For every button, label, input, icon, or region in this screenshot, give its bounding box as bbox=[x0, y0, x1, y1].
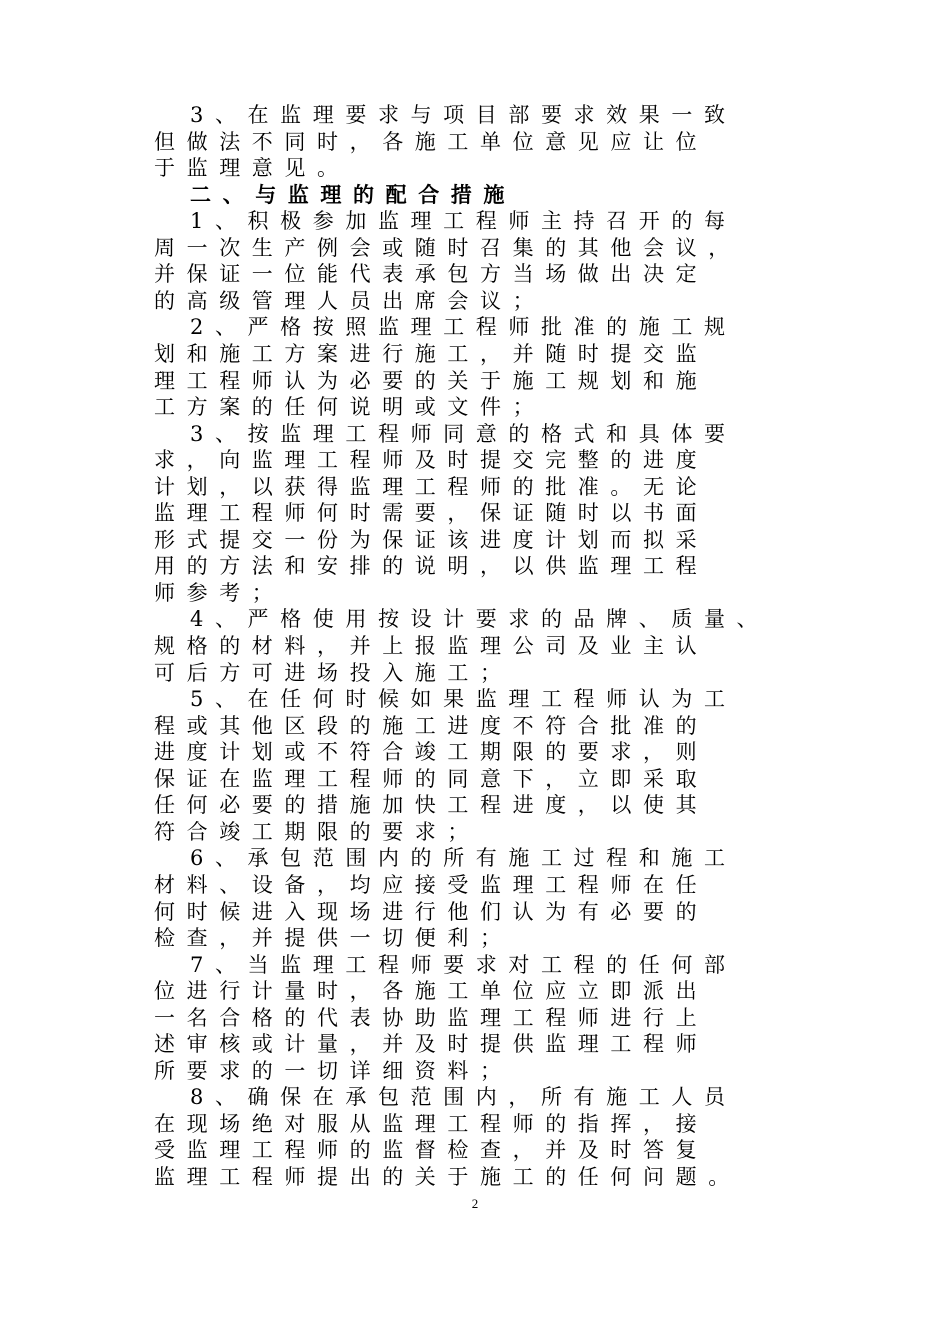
text-line: 1、积极参加监理工程师主持召开的每 bbox=[190, 209, 737, 234]
text-line: 划和施工方案进行施工，并随时提交监 bbox=[154, 341, 709, 366]
section-heading: 二、与监理的配合措施 bbox=[190, 181, 516, 207]
text-line: 材料、设备，均应接受监理工程师在任 bbox=[154, 872, 709, 897]
text-line: 一名合格的代表协助监理工程师进行上 bbox=[154, 1005, 709, 1030]
text-line: 于监理意见。 bbox=[154, 156, 350, 181]
text-line: 保证在监理工程师的同意下，立即采取 bbox=[154, 766, 709, 791]
text-line: 8、确保在承包范围内，所有施工人员 bbox=[190, 1085, 737, 1110]
text-line: 位进行计量时，各施工单位应立即派出 bbox=[154, 979, 709, 1004]
text-line: 2、严格按照监理工程师批准的施工规 bbox=[190, 315, 737, 340]
text-line: 师参考； bbox=[154, 580, 285, 605]
text-line: 监理工程师何时需要，保证随时以书面 bbox=[154, 501, 709, 526]
text-line: 检查，并提供一切便利； bbox=[154, 926, 513, 951]
text-line: 任何必要的措施加快工程进度，以使其 bbox=[154, 793, 709, 818]
text-line: 形式提交一份为保证该进度计划而拟采 bbox=[154, 527, 709, 552]
text-line: 3、按监理工程师同意的格式和具体要 bbox=[190, 421, 737, 446]
text-line: 在现场绝对服从监理工程师的指挥，接 bbox=[154, 1111, 709, 1136]
text-line: 述审核或计量，并及时提供监理工程师 bbox=[154, 1032, 709, 1057]
text-line: 受监理工程师的监督检查，并及时答复 bbox=[154, 1138, 709, 1163]
text-line: 但做法不同时，各施工单位意见应让位 bbox=[154, 129, 709, 154]
text-line: 所要求的一切详细资料； bbox=[154, 1058, 513, 1083]
text-line: 4、严格使用按设计要求的品牌、质量、 bbox=[190, 607, 770, 632]
text-line: 用的方法和安排的说明，以供监理工程 bbox=[154, 554, 709, 579]
text-line: 监理工程师提出的关于施工的任何问题。 bbox=[154, 1165, 741, 1189]
text-line: 的高级管理人员出席会议； bbox=[154, 288, 546, 313]
text-line: 进度计划或不符合竣工期限的要求，则 bbox=[154, 740, 709, 765]
text-line: 并保证一位能代表承包方当场做出决定 bbox=[154, 262, 709, 287]
text-line: 5、在任何时候如果监理工程师认为工 bbox=[190, 687, 737, 712]
text-line: 7、当监理工程师要求对工程的任何部 bbox=[190, 952, 737, 977]
text-line: 可后方可进场投入施工； bbox=[154, 660, 513, 685]
text-line: 3、在监理要求与项目部要求效果一致 bbox=[190, 103, 737, 127]
text-line: 周一次生产例会或随时召集的其他会议， bbox=[154, 235, 741, 260]
text-line: 规格的材料，并上报监理公司及业主认 bbox=[154, 634, 709, 658]
text-line: 符合竣工期限的要求； bbox=[154, 819, 480, 844]
text-line: 6、承包范围内的所有施工过程和施工 bbox=[190, 846, 737, 871]
text-line: 程或其他区段的施工进度不符合批准的 bbox=[154, 713, 709, 738]
text-line: 何时候进入现场进行他们认为有必要的 bbox=[154, 899, 709, 924]
text-line: 理工程师认为必要的关于施工规划和施 bbox=[154, 368, 709, 393]
text-line: 求，向监理工程师及时提交完整的进度 bbox=[154, 448, 709, 473]
page-number: 2 bbox=[471, 1196, 479, 1211]
text-line: 工方案的任何说明或文件； bbox=[154, 395, 546, 420]
text-line: 计划，以获得监理工程师的批准。无论 bbox=[154, 474, 709, 499]
